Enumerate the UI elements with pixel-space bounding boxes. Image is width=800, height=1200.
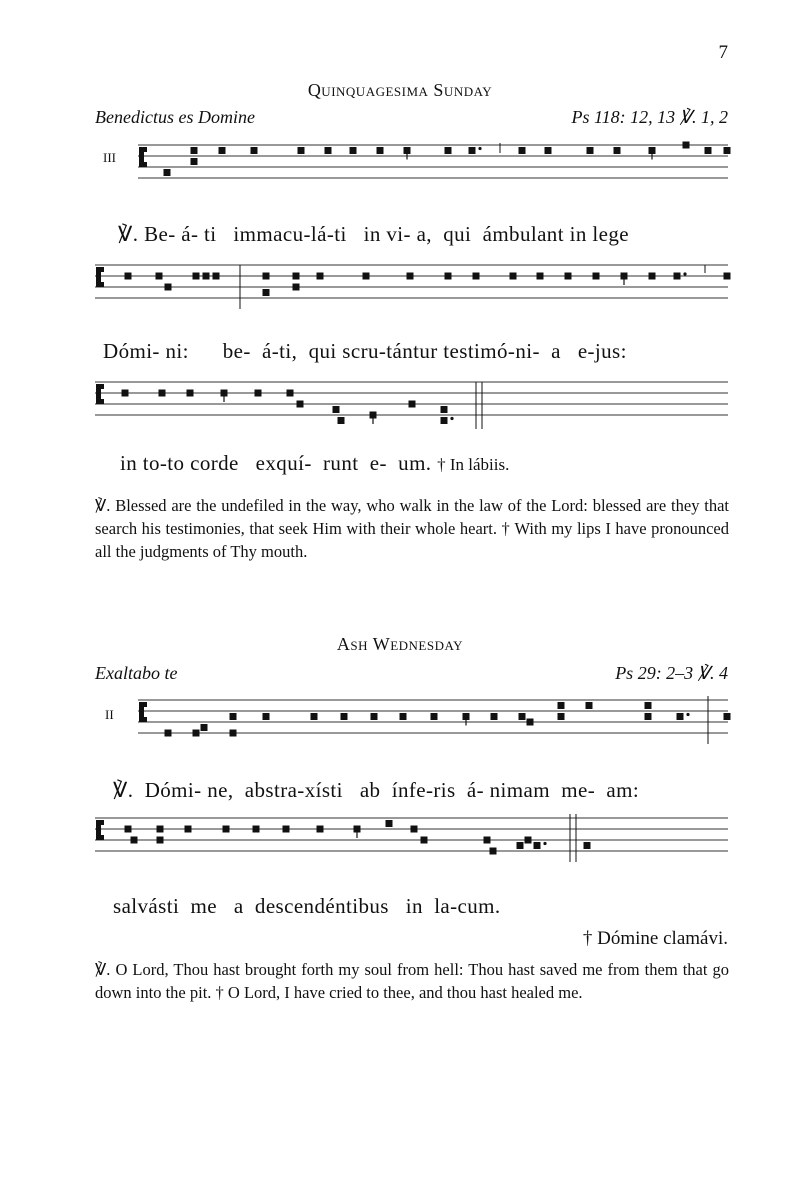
page-number: 7 xyxy=(718,42,728,63)
neume-note xyxy=(131,837,138,844)
neume-note xyxy=(370,412,377,419)
neume-note xyxy=(317,826,324,833)
neume-note xyxy=(350,147,357,154)
c-clef-icon xyxy=(143,147,147,152)
lyrics-line-3-text: in to-to corde exquí- runt e- um. xyxy=(120,451,432,475)
mode-number-2: II xyxy=(105,707,114,722)
neume-note xyxy=(421,837,428,844)
neume-note xyxy=(125,826,132,833)
c-clef-icon xyxy=(100,835,104,840)
neume-note xyxy=(445,273,452,280)
neume-note xyxy=(431,713,438,720)
neume-note xyxy=(545,147,552,154)
neume-note xyxy=(255,390,262,397)
neume-note xyxy=(677,713,684,720)
neume-note xyxy=(674,273,681,280)
translation-quinquagesima: ℣. Blessed are the undefiled in the way, who walk in the law of the Lord: blessed are they that search his testimonies, that seek Him with their whole heart. † With my lips I have pronounced all the judgments of Thy mouth. xyxy=(95,496,729,561)
neume-note xyxy=(386,820,393,827)
neume-note xyxy=(584,842,591,849)
c-clef-icon xyxy=(100,282,104,287)
neume-note xyxy=(191,158,198,165)
neume-note xyxy=(558,713,565,720)
neume-note xyxy=(317,273,324,280)
c-clef-icon xyxy=(143,717,147,722)
neume-note xyxy=(525,837,532,844)
neume-note xyxy=(491,713,498,720)
cue-in-labiis: † In lábiis. xyxy=(437,455,510,474)
neume-note xyxy=(565,273,572,280)
lyrics-line-3 xyxy=(120,451,509,476)
neume-note xyxy=(221,390,228,397)
neume-note xyxy=(409,401,416,408)
neume-note xyxy=(404,147,411,154)
neume-note xyxy=(193,273,200,280)
neume-note xyxy=(510,273,517,280)
neume-note xyxy=(125,273,132,280)
neume-note xyxy=(400,713,407,720)
neume-note xyxy=(445,147,452,154)
neume-note xyxy=(187,390,194,397)
neume-note xyxy=(463,713,470,720)
neume-note xyxy=(586,702,593,709)
mora-dot xyxy=(683,272,686,275)
c-clef-icon xyxy=(100,399,104,404)
neume-note xyxy=(490,848,497,855)
neume-note xyxy=(193,730,200,737)
neume-note xyxy=(230,713,237,720)
neume-note xyxy=(293,284,300,291)
neume-note xyxy=(441,417,448,424)
neume-note xyxy=(519,713,526,720)
c-clef-icon xyxy=(100,384,104,389)
lyrics-line-4: ℣. Dómi- ne, abstra-xísti ab ínfe-ris á- nimam me- am: xyxy=(113,778,640,802)
neume-note xyxy=(519,147,526,154)
neume-note xyxy=(164,169,171,176)
neume-note xyxy=(484,837,491,844)
translation-ash-wednesday: ℣. O Lord, Thou hast brought forth my soul from hell: Thou hast saved me from them that go down into the pit. † O Lord, I have cried to thee, and thou hast healed me. xyxy=(95,960,729,1002)
neume-note xyxy=(165,284,172,291)
chant-staff-2 xyxy=(0,255,800,330)
neume-note xyxy=(683,142,690,149)
neume-note xyxy=(537,273,544,280)
neume-note xyxy=(377,147,384,154)
neume-note xyxy=(293,273,300,280)
neume-note xyxy=(614,147,621,154)
neume-note xyxy=(165,730,172,737)
neume-note xyxy=(263,273,270,280)
neume-note xyxy=(534,842,541,849)
lyrics-line-5: salvásti me a descendéntibus in la-cum. xyxy=(113,894,501,918)
neume-note xyxy=(645,713,652,720)
mode-number-1: III xyxy=(103,150,116,165)
neume-note xyxy=(363,273,370,280)
c-clef-icon xyxy=(100,267,104,272)
c-clef-icon xyxy=(143,162,147,167)
neume-note xyxy=(251,147,258,154)
neume-note xyxy=(191,147,198,154)
neume-note xyxy=(341,713,348,720)
neume-note xyxy=(724,147,731,154)
mora-dot xyxy=(478,147,481,150)
neume-note xyxy=(213,273,220,280)
neume-note xyxy=(527,719,534,726)
neume-note xyxy=(253,826,260,833)
neume-note xyxy=(156,273,163,280)
neume-note xyxy=(621,273,628,280)
psalm-reference-2: Ps 29: 2–3 ℣. 4 xyxy=(615,663,728,683)
c-clef-icon xyxy=(100,820,104,825)
mora-dot xyxy=(543,842,546,845)
neume-note xyxy=(593,273,600,280)
neume-note xyxy=(159,390,166,397)
neume-note xyxy=(263,289,270,296)
neume-note xyxy=(122,390,129,397)
section-title-quinquagesima: Quinquagesima Sunday xyxy=(307,80,493,100)
c-clef-icon xyxy=(143,702,147,707)
neume-note xyxy=(587,147,594,154)
neume-note xyxy=(558,702,565,709)
neume-note xyxy=(705,147,712,154)
neume-note xyxy=(473,273,480,280)
neume-note xyxy=(724,713,731,720)
neume-note xyxy=(157,826,164,833)
psalm-reference-1: Ps 118: 12, 13 ℣. 1, 2 xyxy=(571,107,728,127)
neume-note xyxy=(230,730,237,737)
neume-note xyxy=(371,713,378,720)
lyrics-line-1: ℣. Be- á- ti immacu-lá-ti in vi- a, qui ámbulant in lege xyxy=(118,222,629,246)
section-title-ash-wednesday: Ash Wednesday xyxy=(336,634,464,654)
incipit-benedictus: Benedictus es Domine xyxy=(95,107,255,127)
neume-note xyxy=(645,702,652,709)
neume-note xyxy=(411,826,418,833)
mora-dot xyxy=(686,713,689,716)
neume-note xyxy=(407,273,414,280)
neume-note xyxy=(311,713,318,720)
neume-note xyxy=(219,147,226,154)
neume-note xyxy=(297,401,304,408)
neume-note xyxy=(354,826,361,833)
neume-note xyxy=(201,724,208,731)
cue-domine-clamavi: † Dómine clamávi. xyxy=(582,928,728,949)
mora-dot xyxy=(450,417,453,420)
neume-note xyxy=(338,417,345,424)
neume-note xyxy=(333,406,340,413)
neume-note xyxy=(263,713,270,720)
chant-staff-4 xyxy=(0,690,800,765)
neume-note xyxy=(298,147,305,154)
neume-note xyxy=(223,826,230,833)
neume-note xyxy=(649,147,656,154)
neume-note xyxy=(469,147,476,154)
neume-note xyxy=(157,837,164,844)
neume-note xyxy=(185,826,192,833)
chant-staff-1 xyxy=(0,135,800,210)
incipit-exaltabo: Exaltabo te xyxy=(95,663,178,683)
lyrics-line-2: Dómi- ni: be- á-ti, qui scru-tántur testimó-ni- a e-jus: xyxy=(103,339,627,363)
neume-note xyxy=(287,390,294,397)
chant-staff-3 xyxy=(0,372,800,447)
neume-note xyxy=(517,842,524,849)
neume-note xyxy=(203,273,210,280)
neume-note xyxy=(283,826,290,833)
neume-note xyxy=(649,273,656,280)
chant-staff-5 xyxy=(0,808,800,883)
neume-note xyxy=(325,147,332,154)
neume-note xyxy=(441,406,448,413)
neume-note xyxy=(724,273,731,280)
